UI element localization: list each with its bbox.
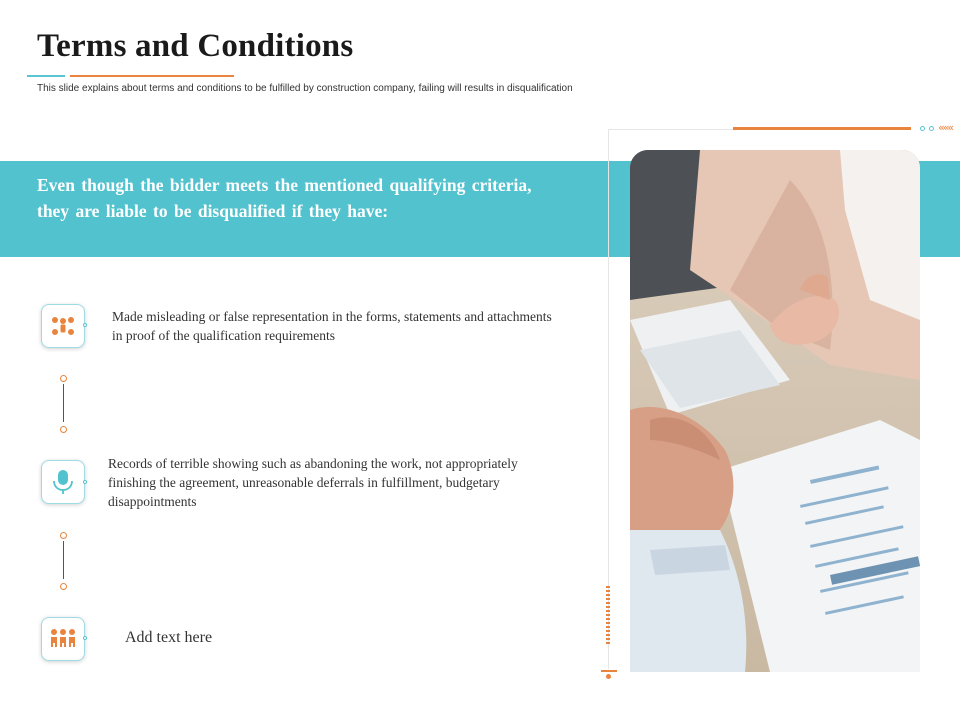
item-1-icon-box: [41, 304, 85, 348]
microphone-icon: [51, 468, 75, 496]
frame-dot-2: [929, 126, 934, 131]
meeting-photo-illustration: [630, 150, 920, 672]
item-1-text: Made misleading or false representation in the forms, statements and attachments in proof of the qualification requirements: [112, 309, 552, 343]
item-1-side-dot: [83, 323, 87, 327]
title-underline-orange: [70, 75, 234, 77]
frame-dashes: [606, 586, 610, 644]
item-3-text[interactable]: Add text here: [125, 629, 213, 646]
chevrons-icon: «««: [938, 121, 953, 134]
title-underline-blue: [27, 75, 65, 77]
frame-line-horizontal: [608, 129, 733, 130]
timeline-line: [63, 541, 64, 579]
meeting-photo: [630, 150, 920, 672]
timeline-dot: [60, 532, 67, 539]
item-2-side-dot: [83, 480, 87, 484]
timeline-dot: [60, 583, 67, 590]
item-2-icon-box: [41, 460, 85, 504]
page-title: Terms and Conditions: [37, 28, 354, 64]
timeline-line: [63, 384, 64, 422]
frame-dot-1: [920, 126, 925, 131]
people-network-icon: [50, 313, 76, 339]
item-3-side-dot: [83, 636, 87, 640]
item-2-text: Records of terrible showing such as abandoning the work, not appropriately finishing the agreement, unreasonable deferrals in fulfillment, budgetary disappointments: [108, 456, 518, 509]
banner-text: Even though the bidder meets the mentioned qualifying criteria, they are liable to be disqualified if they have:: [37, 175, 532, 221]
frame-bottom-dot: [606, 674, 611, 679]
item-3-icon-box: [41, 617, 85, 661]
frame-orange-bar: [733, 127, 911, 130]
frame-bottom-tick: [601, 670, 617, 672]
timeline-dot: [60, 426, 67, 433]
timeline-dot: [60, 375, 67, 382]
group-icon: [49, 627, 77, 651]
page-subtitle: This slide explains about terms and conditions to be fulfilled by construction company, failing will results in disqualification: [37, 83, 573, 94]
